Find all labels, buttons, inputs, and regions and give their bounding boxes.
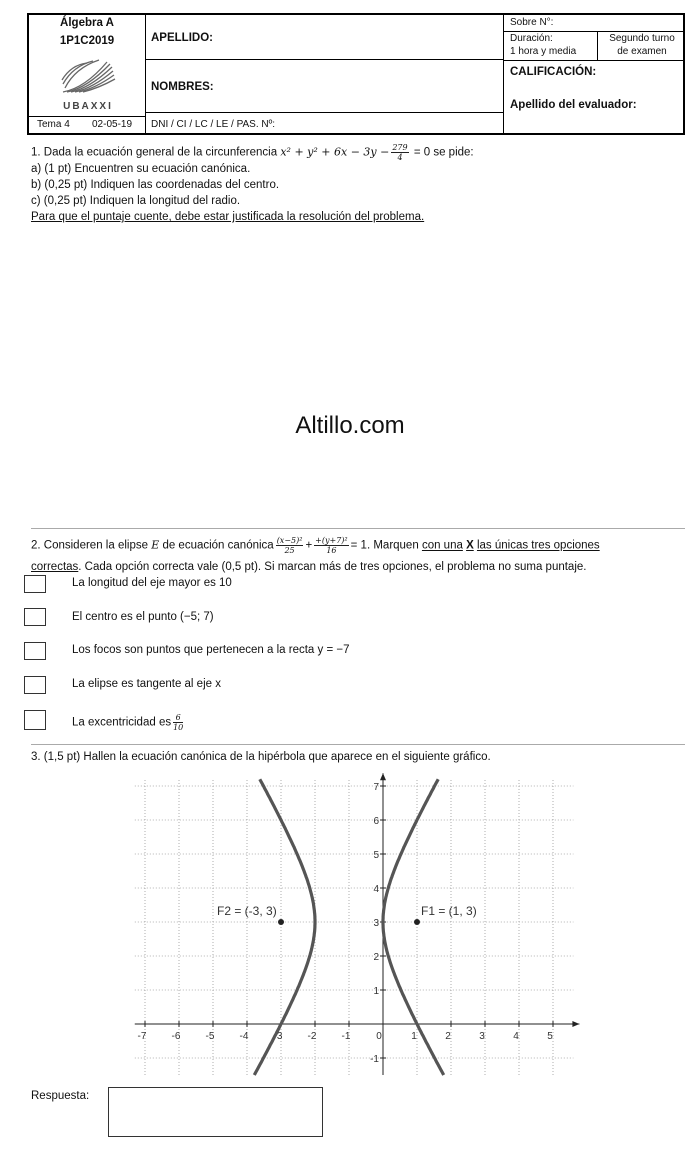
x-tick-label: 2: [445, 1031, 451, 1042]
option-label-2: El centro es el punto (−5; 7): [72, 611, 214, 623]
q2-plus: +: [305, 539, 313, 552]
x-tick-label: 5: [547, 1031, 553, 1042]
x-tick-label: 0: [376, 1031, 382, 1042]
q1-item-a: a) (1 pt) Encuentren su ecuación canónica.: [31, 163, 251, 175]
apellido-label: APELLIDO:: [151, 32, 213, 44]
duracion-label: Duración:: [510, 33, 553, 44]
nombres-label: NOMBRES:: [151, 81, 214, 93]
q2-frac-x-num: (x−5)²: [276, 536, 303, 545]
x-tick-label: -1: [341, 1031, 351, 1042]
option-label-5-text: La excentricidad es: [72, 716, 172, 729]
q1-frac-num: 279: [392, 143, 408, 152]
q1-note: Para que el puntaje cuente, debe estar justificada la resolución del problema.: [31, 211, 425, 223]
evaluador-label: Apellido del evaluador:: [510, 99, 637, 111]
y-tick-label: -1: [370, 1054, 379, 1065]
turno-line1: Segundo turno: [609, 33, 675, 44]
q1-intro: 1. Dada la ecuación general de la circunferencia: [31, 146, 278, 159]
exam-date: 02-05-19: [92, 119, 133, 130]
y-tick-label: 6: [373, 816, 379, 827]
x-tick-label: -6: [171, 1031, 181, 1042]
focus-label: F1 = (1, 3): [421, 904, 477, 918]
q2-eq-rest: = 1. Marquen: [350, 539, 419, 552]
q2-underlined-a: con una: [421, 539, 463, 552]
y-tick-label: 1: [373, 986, 379, 997]
q2-underlined-c: correctas: [31, 561, 79, 573]
q2-underlined-b: las únicas tres opciones: [476, 539, 600, 552]
x-tick-label: -5: [205, 1031, 215, 1042]
y-axis-arrow: [380, 773, 386, 780]
x-tick-label: -4: [239, 1031, 249, 1042]
focus-point: [278, 919, 284, 925]
x-tick-label: -7: [137, 1031, 147, 1042]
focus-point: [414, 919, 420, 925]
dni-label: DNI / CI / LC / LE / PAS. Nº:: [151, 119, 276, 130]
y-tick-label: 7: [373, 782, 379, 793]
x-tick-label: 4: [513, 1031, 519, 1042]
ecc-den: 10: [173, 723, 184, 732]
option-label-4: La elipse es tangente al eje x: [72, 678, 221, 690]
focus-label: F2 = (-3, 3): [217, 904, 277, 918]
x-tick-label: -3: [273, 1031, 283, 1042]
q2-var-e: E: [151, 538, 160, 552]
q2-intro-b: de ecuación canónica: [162, 539, 274, 552]
q1-eq-end: = 0 se pide:: [413, 146, 474, 159]
y-tick-label: 5: [373, 850, 379, 861]
q1-frac-den: 4: [397, 153, 403, 162]
logo-text: UBAXXI: [63, 101, 113, 112]
option-label-3: Los focos son puntos que pertenecen a la recta y = −7: [72, 644, 350, 656]
x-axis-arrow: [572, 1021, 579, 1027]
exam-code: 1P1C2019: [59, 35, 115, 47]
y-tick-label: 4: [373, 884, 379, 895]
y-tick-label: 3: [373, 918, 379, 929]
x-tick-label: 3: [479, 1031, 485, 1042]
q3-statement: 3. (1,5 pt) Hallen la ecuación canónica de la hipérbola que aparece en el siguiente gráfico.: [31, 751, 491, 763]
q2-bold-x: X: [466, 539, 474, 552]
calificacion-label: CALIFICACIÓN:: [510, 66, 597, 78]
x-tick-label: 1: [411, 1031, 417, 1042]
turno-line2: de examen: [617, 46, 667, 57]
ecc-num: 6: [173, 713, 183, 723]
subject: Álgebra A: [60, 17, 114, 29]
answer-box[interactable]: [108, 1087, 323, 1137]
tema: Tema 4: [37, 119, 70, 130]
q1-item-b: b) (0,25 pt) Indiquen las coordenadas del centro.: [31, 179, 280, 191]
q1-item-c: c) (0,25 pt) Indiquen la longitud del radio.: [31, 195, 241, 207]
answer-label: Respuesta:: [31, 1090, 90, 1102]
q2-frac-x-den: 25: [284, 546, 295, 555]
x-tick-label: -2: [307, 1031, 317, 1042]
option-label-1: La longitud del eje mayor es 10: [72, 577, 232, 589]
hyperbola-left-branch: [254, 779, 315, 1075]
duracion-value: 1 hora y media: [510, 46, 577, 57]
q2-line2-rest: . Cada opción correcta vale (0,5 pt). Si marcan más de tres opciones, el problema no suma puntaje.: [78, 561, 587, 573]
sobre-label: Sobre N°:: [510, 17, 554, 28]
q1-equation: x² + y² + 6x − 3y −: [280, 145, 390, 159]
y-tick-label: 2: [373, 952, 379, 963]
q2-intro: 2. Consideren la elipse: [31, 539, 148, 552]
q2-frac-y-num: +(y+7)²: [315, 536, 348, 545]
watermark: Altillo.com: [295, 412, 405, 439]
q2-frac-y-den: 16: [326, 546, 337, 555]
